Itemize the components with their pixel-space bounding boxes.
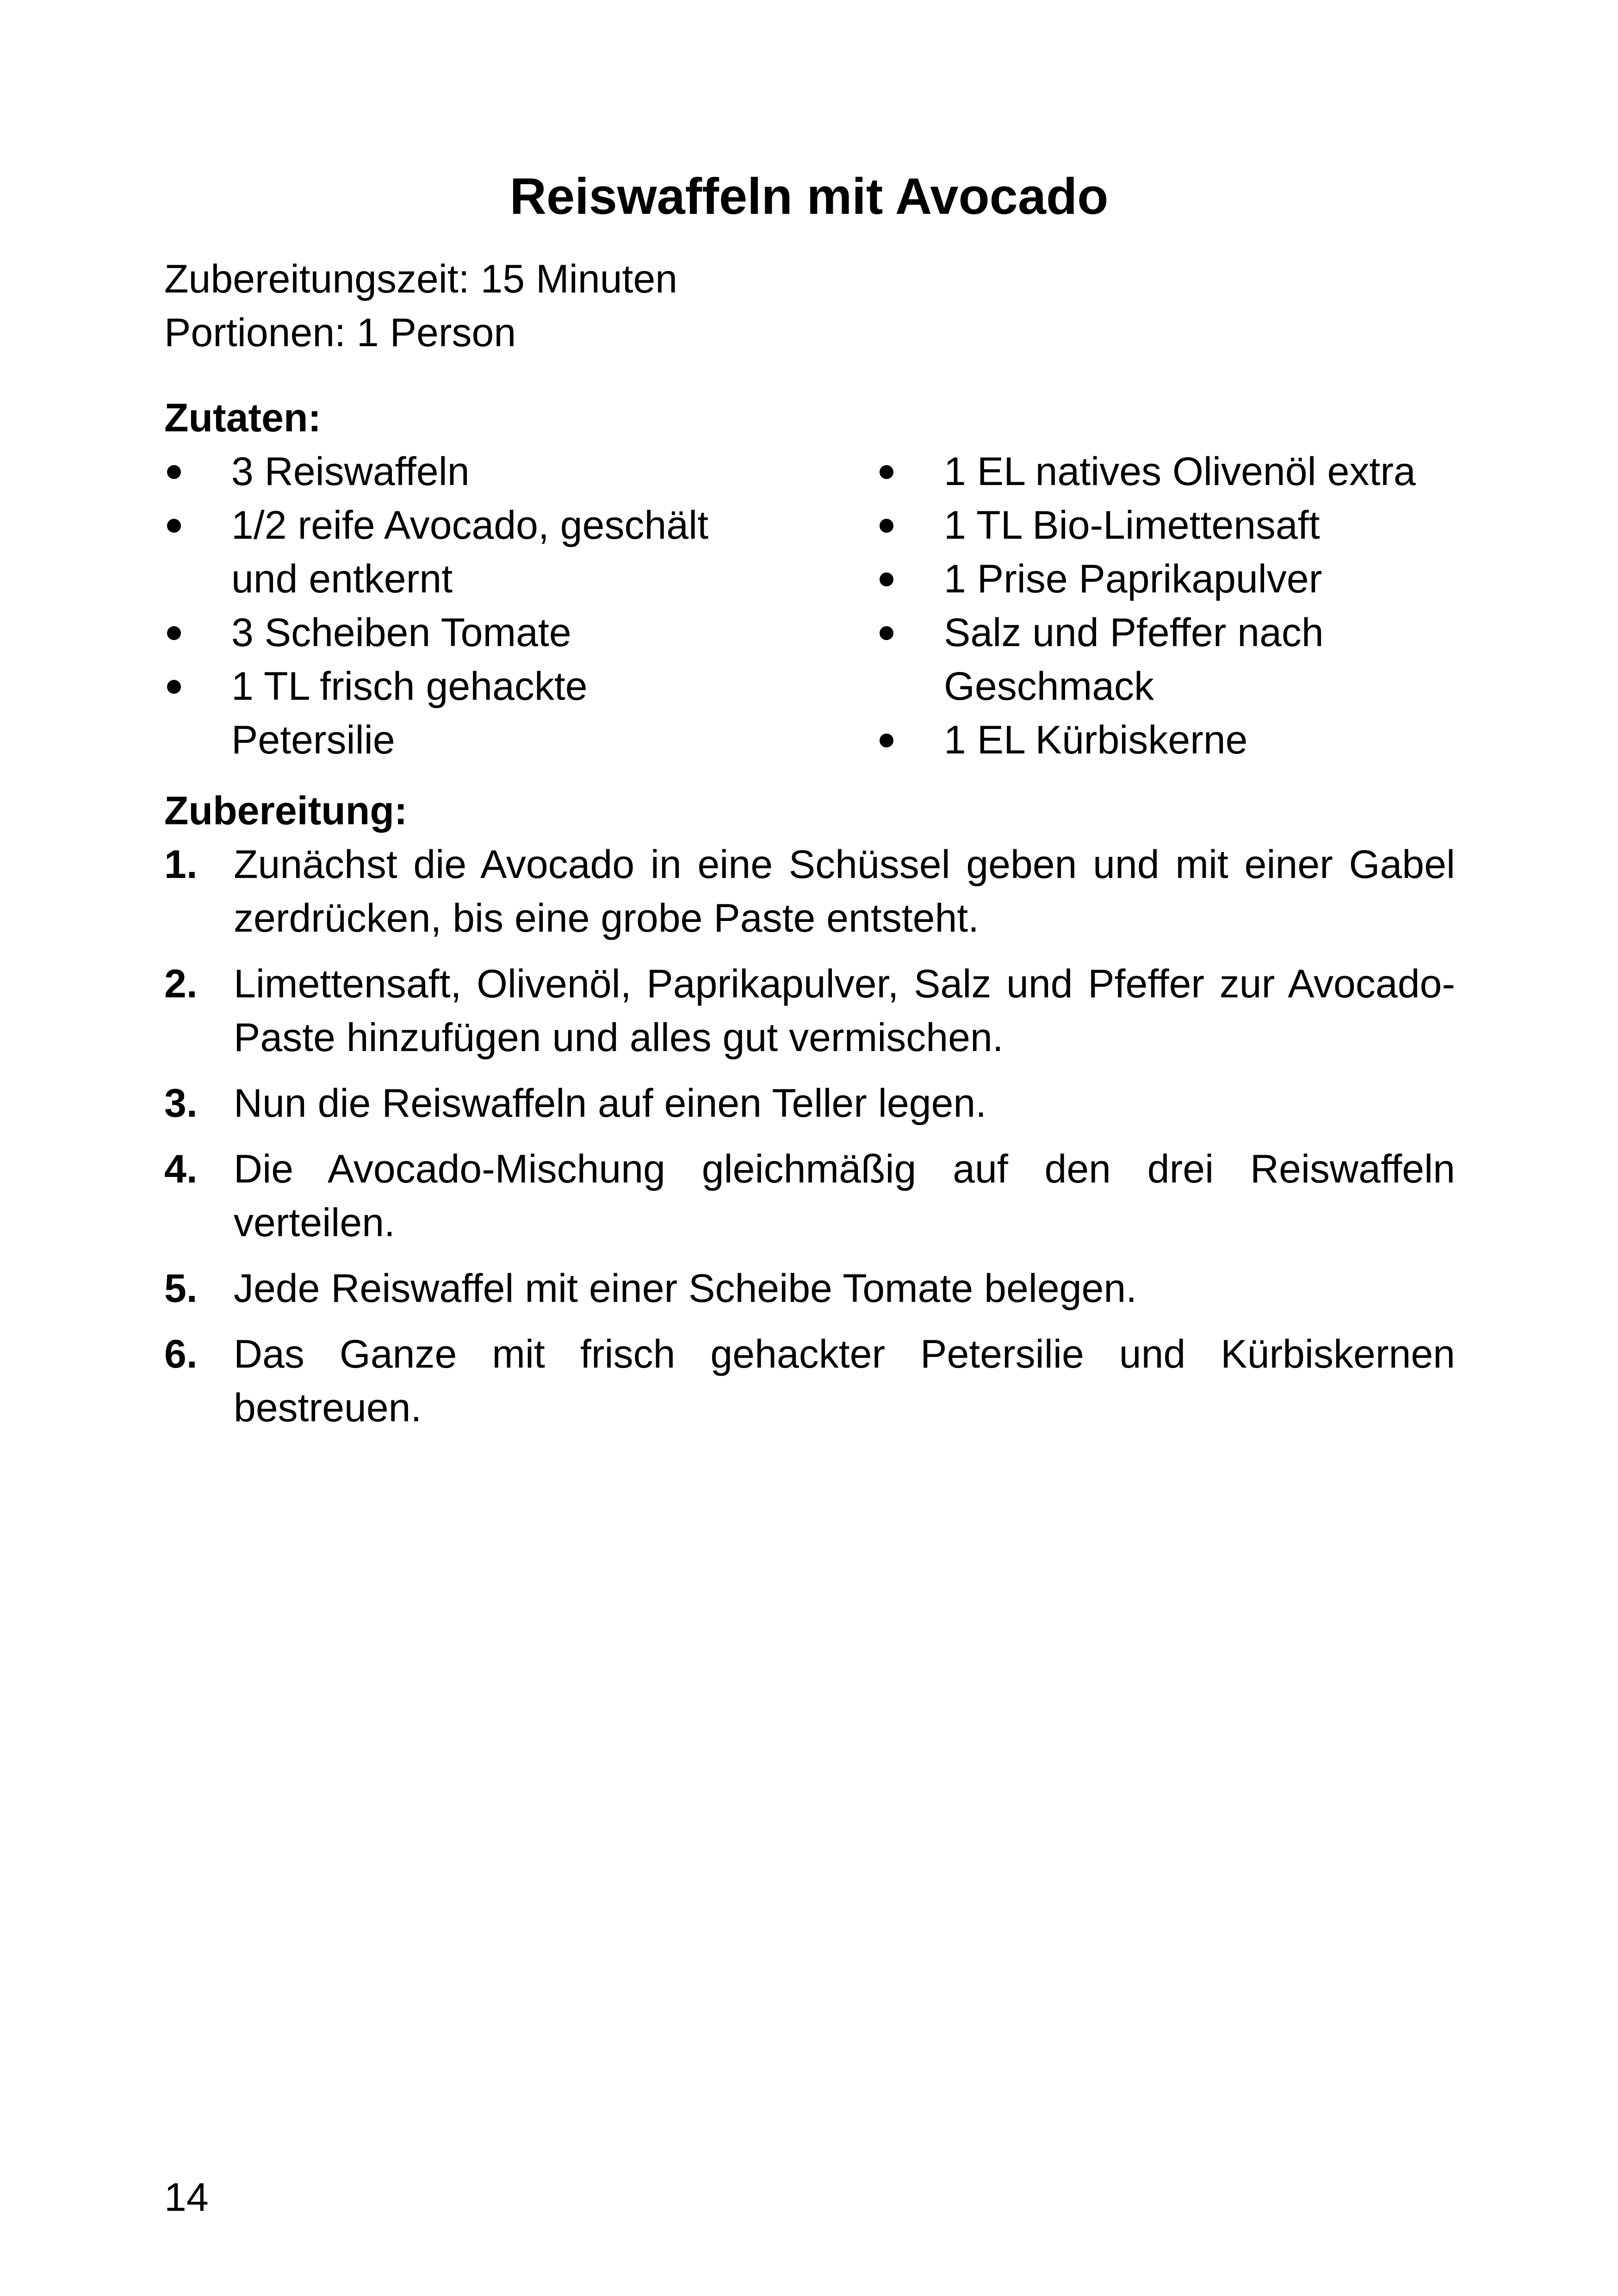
ingredient-item: Salz und Pfeffer nach Geschmack xyxy=(877,606,1455,713)
recipe-meta xyxy=(164,252,677,360)
ingredient-item: 3 Scheiben Tomate xyxy=(164,606,747,660)
prep-time: Zubereitungszeit: 15 Minuten xyxy=(164,257,678,301)
step-item xyxy=(164,957,1455,1064)
step-text: Limettensaft, Olivenöl, Paprikapulver, Salz und Pfeffer zur Avocado-Paste hinzufügen und alles gut vermischen. xyxy=(234,962,1455,1060)
step-item xyxy=(164,1142,1455,1250)
bullet-icon xyxy=(880,572,893,586)
bullet-icon xyxy=(167,465,181,479)
step-number: 5. xyxy=(164,1266,198,1311)
bullet-icon xyxy=(880,519,893,533)
preparation-steps xyxy=(164,838,1455,1447)
bullet-icon xyxy=(880,626,893,640)
ingredients-list-left xyxy=(164,445,747,767)
ingredient-item: 1/2 reife Avocado, geschält und entkernt xyxy=(164,498,747,606)
step-text: Nun die Reiswaffeln auf einen Teller legen. xyxy=(234,1081,987,1126)
page-title: Reiswaffeln mit Avocado xyxy=(509,168,1109,225)
step-number: 2. xyxy=(164,962,198,1006)
step-number: 1. xyxy=(164,842,198,887)
ingredient-item: 1 TL frisch gehackte Petersilie xyxy=(164,660,747,767)
bullet-icon xyxy=(880,734,893,747)
step-text: Das Ganze mit frisch gehackter Petersilie und Kürbiskernen bestreuen. xyxy=(234,1332,1455,1430)
portions: Portionen: 1 Person xyxy=(164,311,516,355)
step-item xyxy=(164,838,1455,945)
bullet-icon xyxy=(167,519,181,533)
bullet-icon xyxy=(167,680,181,694)
ingredients-list-right xyxy=(877,445,1455,767)
step-item xyxy=(164,1262,1455,1315)
step-item xyxy=(164,1327,1455,1435)
step-text: Zunächst die Avocado in eine Schüssel geben und mit einer Gabel zerdrücken, bis eine grobe Paste entsteht. xyxy=(234,842,1455,940)
step-number: 6. xyxy=(164,1332,198,1376)
bullet-icon xyxy=(167,626,181,640)
step-number: 3. xyxy=(164,1081,198,1126)
ingredient-item: 1 EL Kürbiskerne xyxy=(877,713,1455,767)
ingredients-heading: Zutaten: xyxy=(164,396,322,440)
ingredient-item: 3 Reiswaffeln xyxy=(164,445,747,498)
ingredient-item: 1 TL Bio-Limettensaft xyxy=(877,498,1455,552)
step-item xyxy=(164,1076,1455,1130)
step-text: Die Avocado-Mischung gleichmäßig auf den drei Reiswaffeln verteilen. xyxy=(234,1147,1455,1245)
step-text: Jede Reiswaffel mit einer Scheibe Tomate belegen. xyxy=(234,1266,1137,1311)
ingredient-item: 1 Prise Paprikapulver xyxy=(877,552,1455,606)
ingredient-item: 1 EL natives Olivenöl extra xyxy=(877,445,1455,498)
bullet-icon xyxy=(880,465,893,479)
preparation-heading: Zubereitung: xyxy=(164,789,408,833)
step-number: 4. xyxy=(164,1147,198,1191)
page-number: 14 xyxy=(164,2175,209,2220)
